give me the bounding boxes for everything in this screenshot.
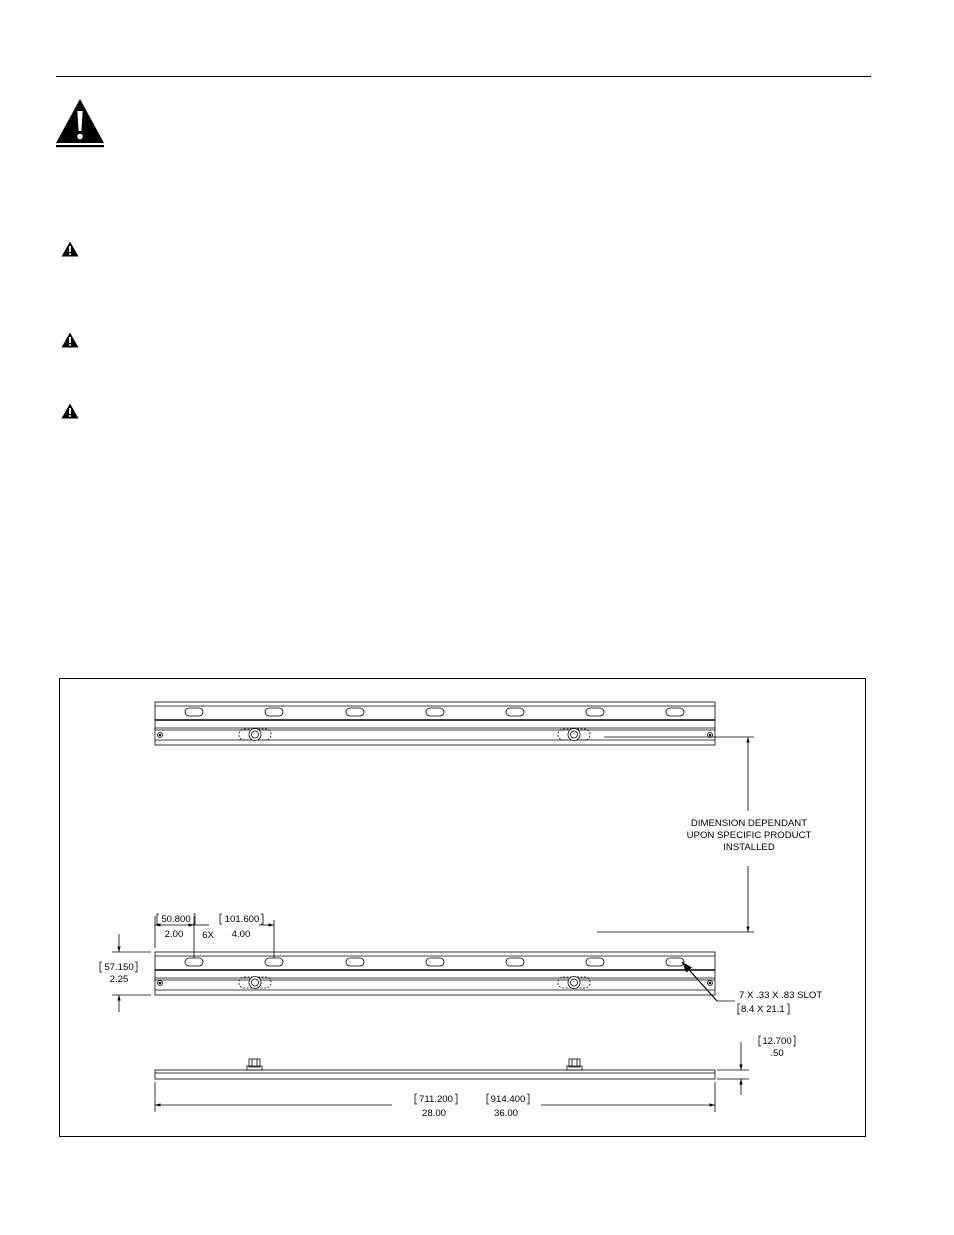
dimension-rail-height — [100, 934, 151, 1012]
slot-callout-line-2: 8.4 X 21.1 — [741, 1004, 785, 1015]
warning-small-icon — [61, 332, 79, 348]
warning-small-icon — [61, 403, 79, 419]
dimension-12-in: .50 — [770, 1048, 784, 1059]
dimension-50-in: 2.00 — [164, 929, 184, 940]
dimension-50-mm: 50.800 — [161, 914, 191, 925]
warning-triangle-icon — [55, 98, 105, 148]
dimension-count-6x: 6X — [202, 930, 214, 941]
technical-drawing — [59, 678, 866, 1137]
slot-callout-line-1: 7 X .33 X .83 SLOT — [739, 990, 823, 1001]
dimension-12-mm: 12.700 — [762, 1036, 792, 1047]
dimension-note-line-1: DIMENSION DEPENDANT — [690, 818, 808, 829]
dimension-101-mm: 101.600 — [224, 914, 260, 925]
dimension-914-in: 36.00 — [493, 1108, 519, 1119]
rail-middle — [155, 952, 715, 995]
dimension-57-mm: 57.150 — [104, 962, 134, 973]
dimension-914-mm: 914.400 — [490, 1094, 526, 1105]
dimension-101-in: 4.00 — [231, 929, 251, 940]
dimension-711-in: 28.00 — [421, 1108, 447, 1119]
rail-side-view — [155, 1059, 715, 1079]
rail-top — [155, 702, 715, 745]
header-rule — [56, 76, 871, 77]
warning-small-icon — [61, 241, 79, 257]
dimension-note-line-2: UPON SPECIFIC PRODUCT — [686, 830, 812, 841]
dimension-57-in: 2.25 — [109, 974, 129, 985]
dimension-711-mm: 711.200 — [419, 1094, 453, 1105]
dimension-note-line-3: INSTALLED — [723, 842, 775, 853]
